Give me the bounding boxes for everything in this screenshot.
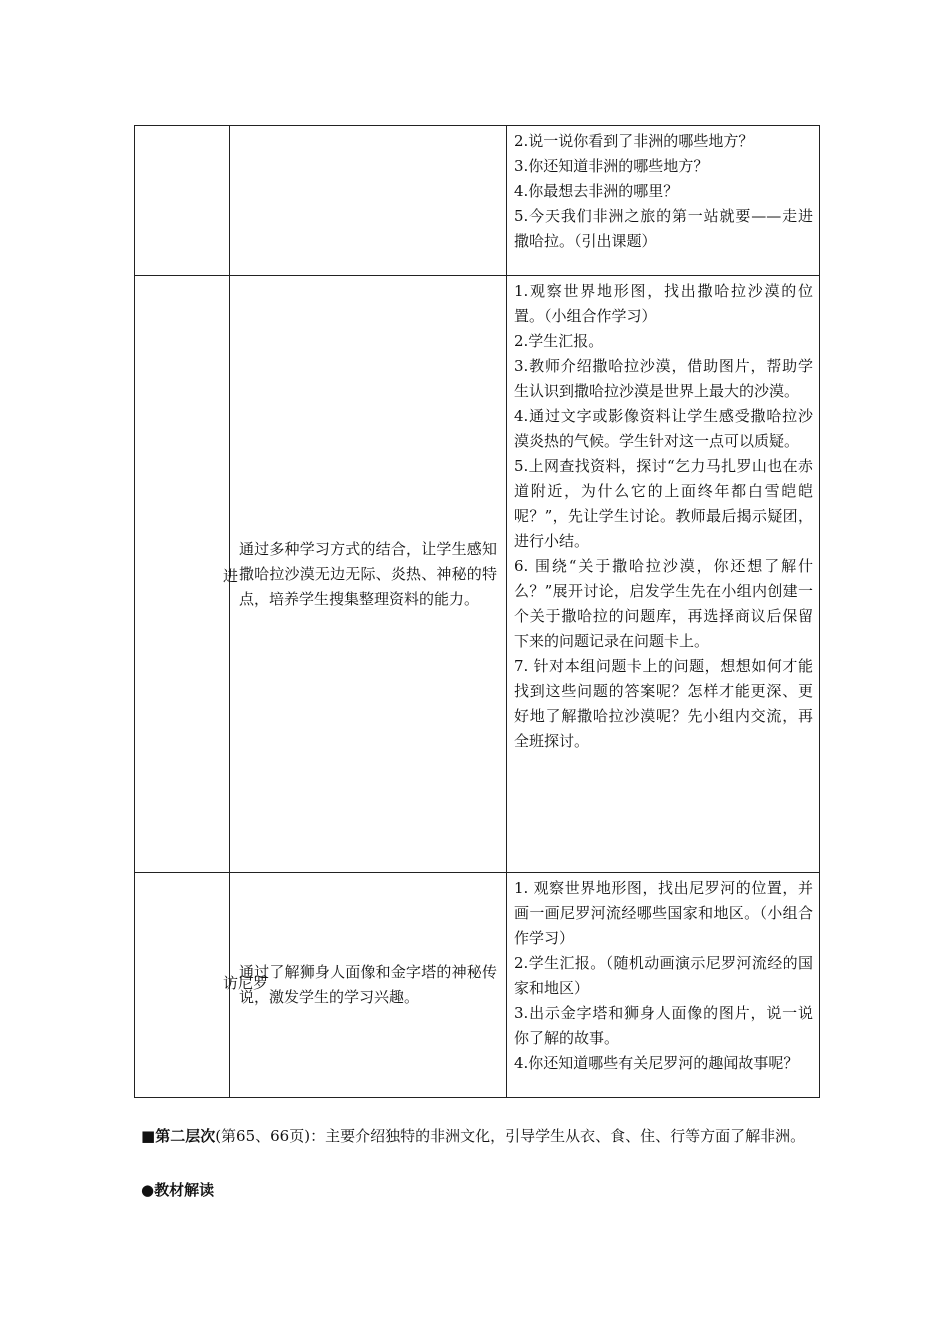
list-item: 6. 围绕“关于撒哈拉沙漠，你还想了解什么？”展开讨论，启发学生先在小组内创建一个关于撒哈拉的问题库，再选择商议后保留下来的问题记录在问题卡上。: [514, 557, 813, 650]
section-text: ：主要介绍独特的非洲文化，引导学生从衣、食、住、行等方面了解非洲。: [310, 1127, 806, 1145]
list-item: 3.你还知道非洲的哪些地方？: [514, 157, 709, 175]
steps-cell: [507, 276, 820, 873]
goal-text: 通过了解狮身人面像和金字塔的神秘传说，激发学生的学习兴趣。: [239, 963, 497, 1006]
stage-cell: [135, 126, 230, 276]
section-pages: (第65、66页): [215, 1127, 311, 1145]
stage-label: 进: [223, 567, 239, 585]
list-item: 5.上网查找资料，探讨“乞力马扎罗山也在赤道附近，为什么它的上面终年都白雪皑皑呢？”，先让学生讨论。教师最后揭示疑团，进行小结。: [514, 457, 813, 550]
stage-cell: [135, 873, 269, 1098]
list-item: 5.今天我们非洲之旅的第一站就要——走进撒哈拉。（引出课题）: [514, 207, 813, 250]
list-item: 4.你最想去非洲的哪里？: [514, 182, 679, 200]
goal-cell: [230, 276, 507, 873]
section-heading: 第二层次: [155, 1127, 216, 1145]
list-item: 7. 针对本组问题卡上的问题，想想如何才能找到这些问题的答案呢？怎样才能更深、更好地了解撒哈拉沙漠呢？先小组内交流，再全班探讨。: [514, 657, 813, 750]
table-row: [135, 873, 820, 1098]
list-item: 1.观察世界地形图，找出撒哈拉沙漠的位置。（小组合作学习）: [514, 282, 813, 325]
stage-label: 访尼罗: [223, 974, 269, 992]
square-marker-icon: ■: [141, 1127, 156, 1145]
section-paragraph: [141, 1124, 821, 1148]
goal-text: 通过多种学习方式的结合，让学生感知撒哈拉沙漠无边无际、炎热、神秘的特点，培养学生搜集整理资料的能力。: [239, 539, 497, 608]
subheading: [141, 1178, 821, 1202]
lesson-plan-table: [134, 125, 820, 1098]
steps-list: [507, 276, 819, 756]
stage-cell: [135, 276, 239, 873]
list-item: 1. 观察世界地形图，找出尼罗河的位置，并画一画尼罗河流经哪些国家和地区。（小组合作学习）: [514, 879, 813, 947]
goal-cell: [230, 873, 507, 1098]
list-item: 3.出示金字塔和狮身人面像的图片，说一说你了解的故事。: [514, 1004, 813, 1047]
list-item: 3.教师介绍撒哈拉沙漠，借助图片，帮助学生认识到撒哈拉沙漠是世界上最大的沙漠。: [514, 357, 813, 400]
steps-list: [507, 126, 819, 256]
table-row: [135, 126, 820, 276]
goal-cell: [230, 126, 507, 276]
table-row: [135, 276, 820, 873]
list-item: 2.说一说你看到了非洲的哪些地方？: [514, 132, 754, 150]
steps-cell: [507, 126, 820, 276]
list-item: 2.学生汇报。: [514, 332, 604, 350]
list-item: 4.通过文字或影像资料让学生感受撒哈拉沙漠炎热的气候。学生针对这一点可以质疑。: [514, 407, 813, 450]
list-item: 2.学生汇报。（随机动画演示尼罗河流经的国家和地区）: [514, 954, 813, 997]
subheading-text: 教材解读: [154, 1181, 215, 1199]
bullet-marker-icon: ●: [141, 1181, 155, 1199]
steps-cell: [507, 873, 820, 1098]
list-item: 4.你还知道哪些有关尼罗河的趣闻故事呢？: [514, 1054, 799, 1072]
steps-list: [507, 873, 819, 1078]
